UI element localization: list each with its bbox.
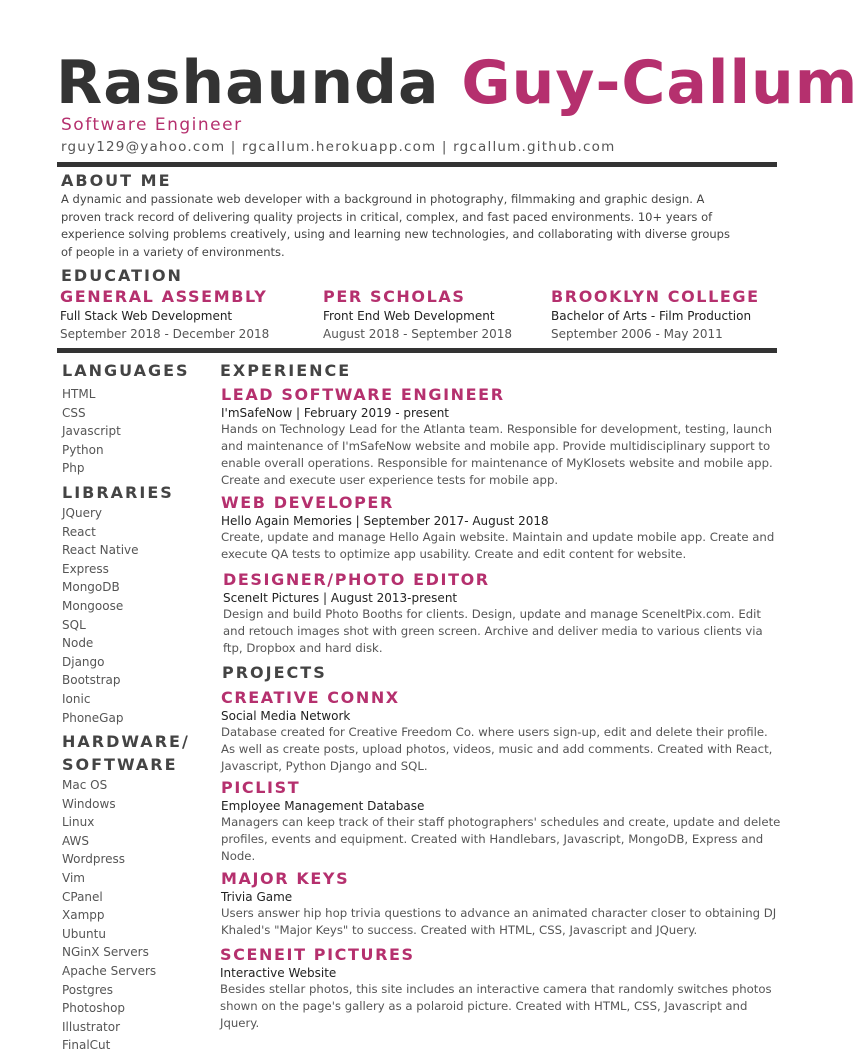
middle-divider [57, 348, 777, 353]
project-description: Managers can keep track of their staff photographers' schedules and create, update and delete profiles, events and equipment. Created with Handlebars, Javascript, MongoDB, Express and Node. [221, 815, 781, 863]
experience-heading: EXPERIENCE [220, 361, 352, 380]
education-item [551, 287, 760, 341]
project-description: Besides stellar photos, this site includes an interactive camera that randomly switches photos shown on the page's gallery as a polaroid picture. Created with HTML, CSS, Javascript and Jquery. [220, 982, 772, 1030]
project-entry [221, 688, 781, 775]
hardware-list [62, 776, 190, 1055]
job-company: Hello Again Memories | September 2017- August 2018 [221, 514, 549, 528]
project-type: Employee Management Database [221, 799, 425, 813]
project-type: Social Media Network [221, 709, 351, 723]
list-item: Mac OS [62, 778, 108, 793]
languages-list [62, 385, 190, 478]
project-title: CREATIVE CONNX [221, 688, 400, 707]
list-item: React [62, 524, 96, 539]
job-entry [223, 570, 783, 657]
software-heading: SOFTWARE [62, 755, 178, 775]
about-text: A dynamic and passionate web developer with a background in photography, filmmaking and graphic design. A proven track record of delivering quality projects in critical, complex, and fast paced environments. 10+ years of experience solving problems creatively, using and learning new technologies, and collaborating with diverse groups of people in a variety of environments. [61, 192, 730, 259]
education-item [60, 287, 269, 341]
list-item: Ubuntu [62, 926, 106, 941]
list-item: JQuery [62, 505, 103, 520]
job-entry [221, 493, 781, 563]
top-divider [57, 162, 777, 167]
list-item: Ionic [62, 691, 91, 706]
list-item: Linux [62, 815, 95, 830]
school-degree: Front End Web Development [323, 309, 495, 323]
list-item: MongoDB [62, 580, 120, 595]
list-item: Mongoose [62, 598, 124, 613]
job-title: WEB DEVELOPER [221, 493, 394, 512]
list-item: Apache Servers [62, 964, 157, 979]
job-description: Design and build Photo Booths for clients. Design, update and manage SceneItPix.com. Edit and retouch images shot with green screen. Archive and deliver media to various clients via ftp, Dropbox and hard disk. [223, 607, 763, 655]
list-item: Express [62, 561, 109, 576]
list-item: Bootstrap [62, 673, 121, 688]
list-item: Django [62, 654, 105, 669]
school-dates: August 2018 - September 2018 [323, 327, 512, 341]
list-item: Wordpress [62, 852, 126, 867]
project-type: Trivia Game [221, 890, 293, 904]
first-name: Rashaunda [56, 48, 440, 118]
list-item: NGinX Servers [62, 945, 149, 960]
list-item: FinalCut [62, 1038, 111, 1053]
project-type: Interactive Website [220, 966, 337, 980]
education-item [323, 287, 512, 341]
project-title: MAJOR KEYS [221, 869, 350, 888]
school-dates: September 2018 - December 2018 [60, 327, 270, 341]
list-item: Javascript [62, 424, 121, 439]
last-name: Guy-Callum [461, 48, 858, 118]
job-description: Create, update and manage Hello Again website. Maintain and update mobile app. Create and execute QA tests to optimize app usability. Create and edit content for website. [221, 530, 775, 561]
hardware-heading: HARDWARE/ [62, 732, 190, 752]
libraries-heading: LIBRARIES [62, 482, 174, 502]
project-title: PICLIST [221, 778, 301, 797]
list-item: PhoneGap [62, 710, 124, 725]
list-item: Node [62, 636, 94, 651]
list-item: Photoshop [62, 1001, 126, 1016]
school-name: GENERAL ASSEMBLY [60, 287, 268, 306]
project-description: Users answer hip hop trivia questions to advance an animated character closer to obtaining DJ Khaled's "Major Keys" to success. Created with HTML, CSS, Javascript and JQuery. [221, 906, 777, 937]
list-item: Postgres [62, 982, 114, 997]
job-company: SceneIt Pictures | August 2013-present [223, 591, 458, 605]
list-item: Illustrator [62, 1019, 121, 1034]
skills-sidebar [62, 359, 190, 1055]
about-heading: ABOUT ME [61, 171, 172, 190]
list-item: React Native [62, 543, 139, 558]
school-name: PER SCHOLAS [323, 287, 466, 306]
job-role: Software Engineer [61, 115, 243, 135]
list-item: AWS [62, 833, 90, 848]
list-item: Php [62, 461, 85, 476]
education-heading: EDUCATION [61, 266, 183, 285]
list-item: CPanel [62, 889, 103, 904]
school-degree: Full Stack Web Development [60, 309, 233, 323]
school-dates: September 2006 - May 2011 [551, 327, 723, 341]
list-item: Windows [62, 796, 116, 811]
list-item: HTML [62, 387, 96, 401]
projects-heading: PROJECTS [222, 663, 327, 682]
list-item: Vim [62, 871, 85, 886]
job-description: Hands on Technology Lead for the Atlanta team. Responsible for development, testing, launch and maintenance of I'mSafeNow website and mobile app. Provide multidisciplinary support to enable overall operations. Responsible for maintenance of MyKlosets website and mobile app. Create and execute user experience tests for mobile app. [221, 422, 773, 487]
school-degree: Bachelor of Arts - Film Production [551, 309, 752, 323]
job-entry [221, 385, 781, 489]
list-item: SQL [62, 617, 86, 632]
libraries-list [62, 504, 190, 727]
job-title: LEAD SOFTWARE ENGINEER [221, 385, 505, 404]
resume-name [56, 50, 858, 116]
project-description: Database created for Creative Freedom Co. where users sign-up, edit and delete their profile. As well as create posts, upload photos, videos, music and add comments. Created with React, Javascript, Python Django and SQL. [221, 725, 773, 773]
list-item: Xampp [62, 908, 105, 923]
job-company: I'mSafeNow | February 2019 - present [221, 406, 450, 420]
list-item: CSS [62, 405, 86, 420]
school-name: BROOKLYN COLLEGE [551, 287, 760, 306]
project-entry [221, 778, 781, 865]
contact-info: rguy129@yahoo.com | rgcallum.herokuapp.com | rgcallum.github.com [61, 139, 616, 155]
list-item: Python [62, 442, 104, 457]
project-entry [221, 869, 781, 939]
project-entry [220, 945, 780, 1032]
languages-heading: LANGUAGES [62, 361, 190, 380]
job-title: DESIGNER/PHOTO EDITOR [223, 570, 490, 589]
project-title: SCENEIT PICTURES [220, 945, 415, 964]
